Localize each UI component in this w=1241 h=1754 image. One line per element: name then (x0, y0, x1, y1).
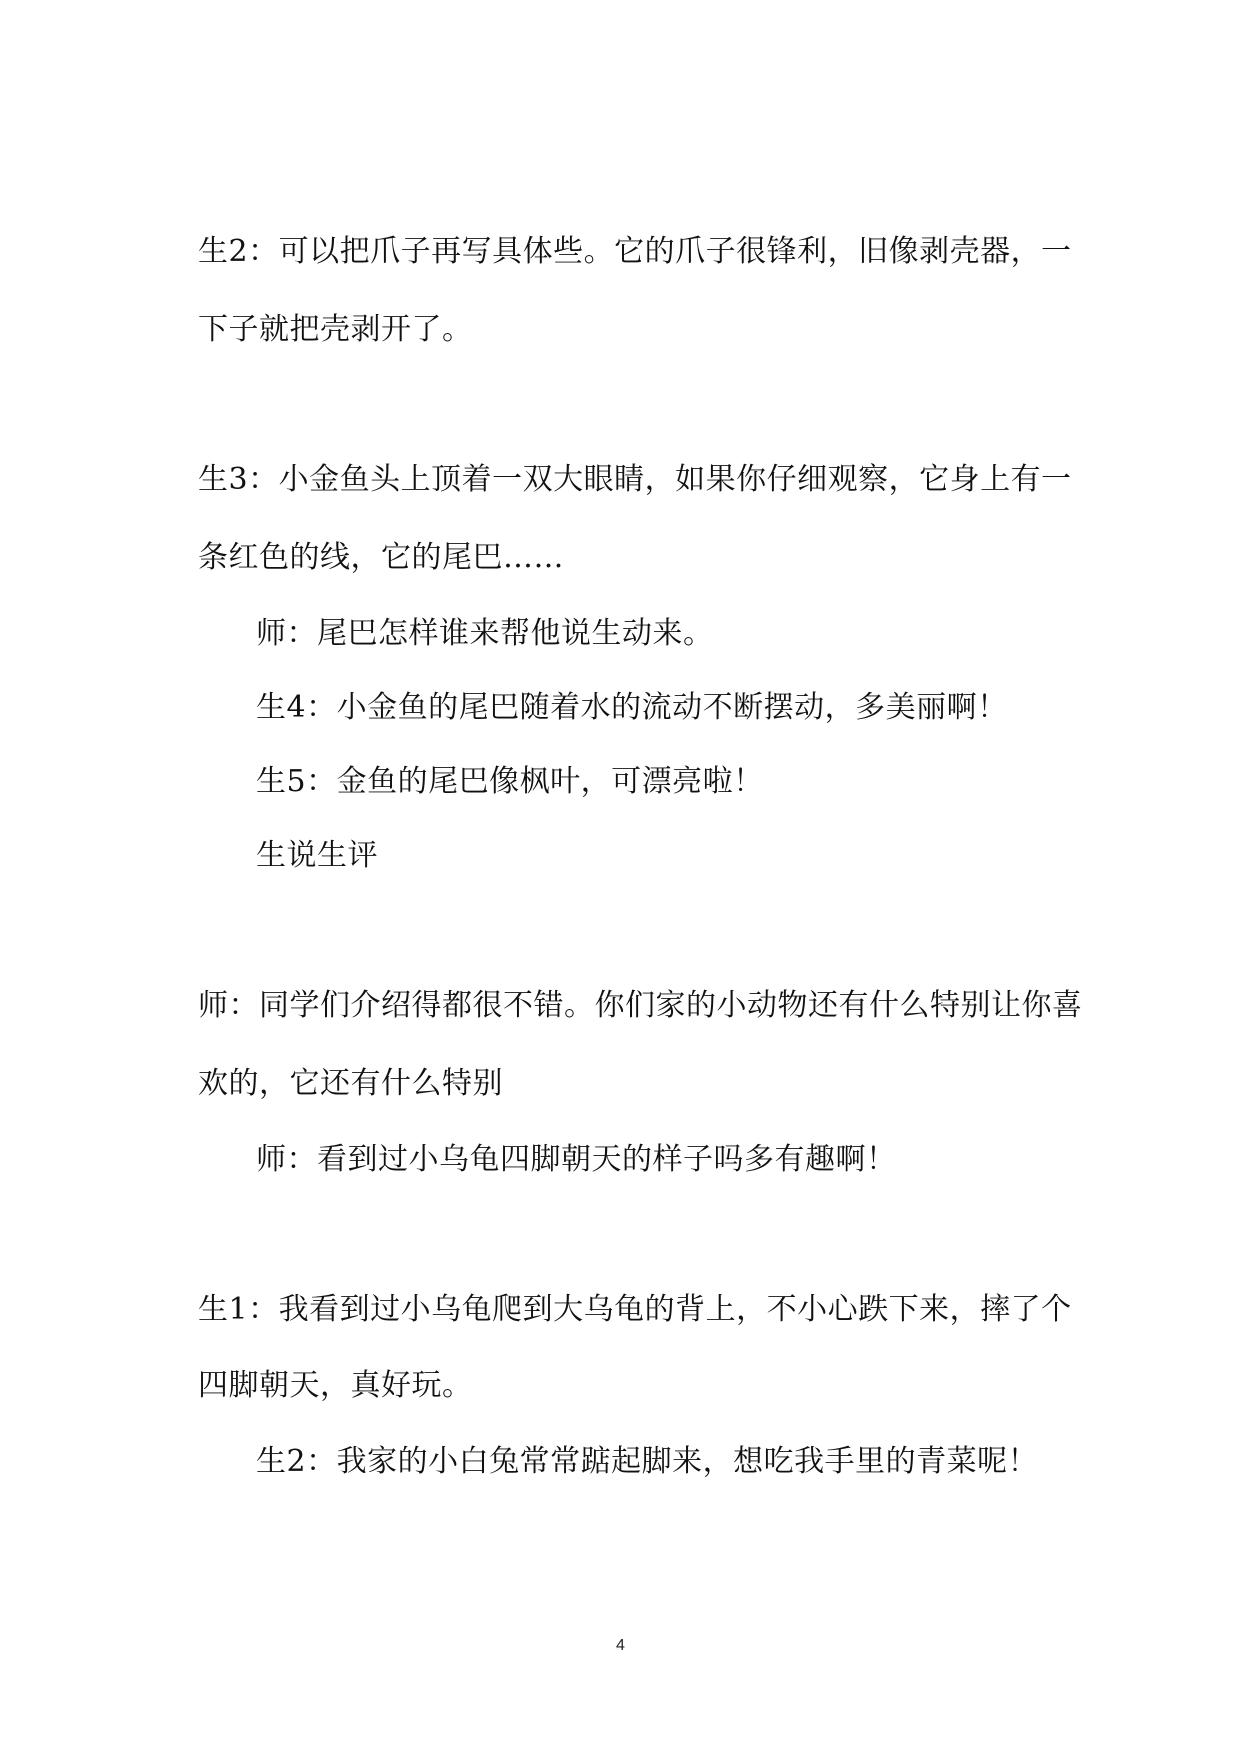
page-number: 4 (616, 1637, 625, 1654)
paragraph-line: 下子就把壳剥开了。 (198, 312, 473, 347)
paragraph-line: 四脚朝天，真好玩。 (198, 1368, 473, 1403)
paragraph-line: 师：尾巴怎样谁来帮他说生动来。 (256, 616, 714, 651)
paragraph-line: 生4：小金鱼的尾巴随着水的流动不断摆动，多美丽啊！ (256, 690, 1008, 725)
paragraph-line: 师：看到过小乌龟四脚朝天的样子吗多有趣啊！ (256, 1142, 897, 1177)
paragraph-line: 生1：我看到过小乌龟爬到大乌龟的背上，不小心跌下来，摔了个 (198, 1292, 1072, 1327)
paragraph-line: 生2：我家的小白兔常常踮起脚来，想吃我手里的青菜呢！ (256, 1444, 1039, 1479)
paragraph-line: 生2：可以把爪子再写具体些。它的爪子很锋利，旧像剥壳器，一 (198, 234, 1072, 269)
paragraph-line: 欢的，它还有什么特别 (198, 1066, 503, 1101)
paragraph-line: 生说生评 (256, 838, 378, 873)
paragraph-line: 师：同学们介绍得都很不错。你们家的小动物还有什么特别让你喜 (198, 988, 1083, 1023)
paragraph-line: 生3：小金鱼头上顶着一双大眼睛，如果你仔细观察，它身上有一 (198, 462, 1072, 497)
paragraph-line: 生5：金鱼的尾巴像枫叶，可漂亮啦！ (256, 764, 764, 799)
paragraph-line: 条红色的线，它的尾巴…… (198, 540, 564, 575)
